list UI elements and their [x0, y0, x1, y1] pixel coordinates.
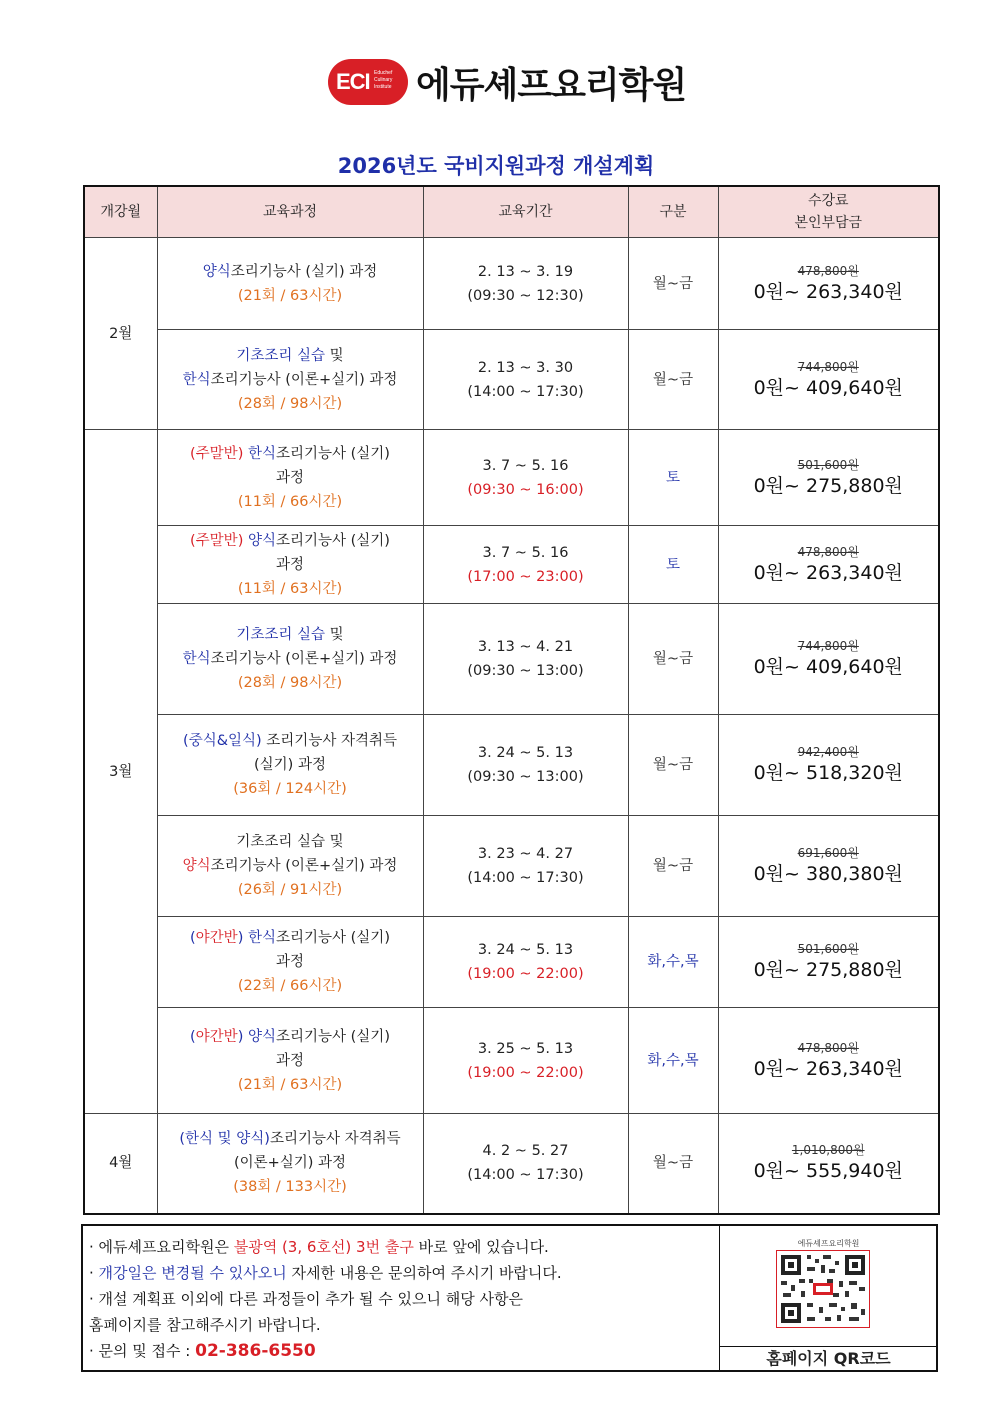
info-line-additional — [89, 1286, 709, 1312]
text-fragment: 양식 — [243, 1028, 276, 1045]
text-fragment: 자세한 내용은 문의하여 주시기 바랍니다. — [286, 1264, 562, 1282]
day-cell: 토 — [628, 430, 718, 526]
table-row — [84, 526, 939, 604]
table-row — [84, 430, 939, 526]
text-fragment: 야간반 — [195, 1028, 238, 1045]
text-fragment: (실기) 과정 — [254, 757, 326, 773]
course-name — [158, 1127, 423, 1151]
course-name-line2 — [158, 368, 423, 392]
logo-badge-subtext: Educhef Culinary Institute — [374, 70, 393, 90]
text-fragment: 조리기능사 (실기) — [275, 532, 390, 549]
text-fragment: ( — [190, 1028, 196, 1045]
course-name-line2 — [158, 950, 423, 974]
header-period: 교육기간 — [423, 186, 628, 238]
text-fragment: 한식 — [243, 445, 276, 462]
self-pay-fee: 0원~ 380,380원 — [753, 863, 903, 885]
course-name — [158, 529, 423, 553]
day-cell: 월~금 — [628, 238, 718, 330]
day-cell: 월~금 — [628, 816, 718, 917]
month-cell: 2월 — [84, 238, 157, 430]
table-row — [84, 1114, 939, 1214]
self-pay-fee: 0원~ 263,340원 — [753, 280, 903, 303]
qr-box — [719, 1226, 937, 1370]
text-fragment: 양식 — [243, 532, 276, 549]
table-row — [84, 1008, 939, 1114]
text-fragment: 과정 — [275, 556, 304, 573]
course-name-line2 — [158, 466, 423, 490]
fee-cell — [718, 604, 939, 715]
text-fragment: 한식 — [182, 651, 211, 667]
course-cell — [157, 604, 423, 715]
fee-cell — [718, 715, 939, 816]
course-dates: 3. 24 ~ 5. 13 — [477, 745, 574, 761]
self-pay-fee: 0원~ 263,340원 — [753, 561, 903, 584]
self-pay-fee: 0원~ 518,320원 — [753, 762, 903, 784]
course-hours: (11회 / 66시간) — [237, 493, 343, 510]
course-hours: (36회 / 124시간) — [233, 781, 347, 797]
course-schedule-table — [83, 185, 940, 1215]
header-type: 구분 — [628, 186, 718, 238]
self-pay-fee: 0원~ 275,880원 — [753, 474, 903, 497]
text-fragment: 기초조리 실습 — [236, 627, 326, 643]
logo-badge — [328, 59, 408, 105]
day-cell: 토 — [628, 526, 718, 604]
text-fragment: 과정 — [275, 1052, 304, 1069]
course-dates: 3. 25 ~ 5. 13 — [477, 1040, 574, 1057]
text-fragment: ) — [237, 930, 244, 946]
text-fragment: 개강일은 변경될 수 있사오니 — [98, 1264, 287, 1282]
original-fee: 691,600원 — [797, 846, 859, 860]
course-name — [158, 623, 423, 647]
qr-code-graphic — [777, 1251, 869, 1327]
period-cell — [423, 1114, 628, 1214]
day-cell: 월~금 — [628, 715, 718, 816]
table-row — [84, 238, 939, 330]
course-time: (09:30 ~ 13:00) — [467, 769, 584, 785]
text-fragment: 야간반 — [195, 930, 238, 946]
self-pay-fee: 0원~ 263,340원 — [753, 1057, 903, 1080]
course-name — [158, 926, 423, 950]
text-fragment: · — [89, 1264, 99, 1282]
info-box — [81, 1224, 938, 1372]
original-fee: 478,800원 — [797, 1040, 859, 1055]
course-time: (09:30 ~ 16:00) — [467, 481, 584, 498]
period-cell — [423, 526, 628, 604]
month-cell: 4월 — [84, 1114, 157, 1214]
course-dates: 3. 7 ~ 5. 16 — [482, 544, 569, 561]
text-fragment: 조리기능사 (실기) — [276, 1028, 390, 1045]
header-fee-line1: 수강료 — [807, 193, 849, 209]
original-fee: 1,010,800원 — [791, 1143, 865, 1158]
fee-cell — [718, 430, 939, 526]
text-fragment: 조리기능사 (이론+실기) 과정 — [210, 651, 398, 667]
fee-cell — [718, 917, 939, 1008]
course-time: (14:00 ~ 17:30) — [467, 870, 584, 886]
course-dates: 2. 13 ~ 3. 19 — [477, 263, 574, 280]
text-fragment: (주말반) — [190, 532, 244, 549]
self-pay-fee: 0원~ 409,640원 — [753, 376, 903, 399]
text-fragment: (이론+실기) 과정 — [233, 1155, 347, 1172]
course-time: (17:00 ~ 23:00) — [467, 568, 584, 585]
text-fragment: 홈페이지를 참고해주시기 바랍니다. — [89, 1316, 321, 1334]
info-line-contact — [89, 1338, 709, 1364]
table-row — [84, 715, 939, 816]
table-row — [84, 330, 939, 430]
course-cell — [157, 715, 423, 816]
text-fragment: 양식 — [202, 263, 231, 280]
info-line-location — [89, 1234, 709, 1260]
period-cell — [423, 816, 628, 917]
course-hours: (38회 / 133시간) — [233, 1179, 347, 1196]
table-row — [84, 604, 939, 715]
text-fragment: 기초조리 실습 및 — [236, 834, 344, 850]
text-fragment: 기초조리 실습 — [236, 347, 326, 364]
header-month: 개강월 — [84, 186, 157, 238]
text-fragment: 조리기능사 (실기) 과정 — [230, 263, 378, 280]
text-fragment: ) — [237, 1028, 244, 1045]
header-fee — [718, 186, 939, 238]
text-fragment: 조리기능사 자격취득 — [269, 1131, 401, 1148]
school-name: 에듀셰프요리학원 — [416, 64, 687, 106]
course-dates: 2. 13 ~ 3. 30 — [477, 359, 574, 376]
course-name-line2 — [158, 1151, 423, 1175]
text-fragment: 조리기능사 (실기) — [276, 930, 390, 946]
course-cell — [157, 430, 423, 526]
page-title: 2026년도 국비지원과정 개설계획 — [337, 154, 655, 178]
original-fee: 744,800원 — [797, 359, 859, 374]
course-name — [158, 830, 423, 854]
fee-cell — [718, 238, 939, 330]
qr-code[interactable] — [776, 1250, 870, 1328]
text-fragment: 조리기능사 (이론+실기) 과정 — [210, 371, 398, 388]
course-time: (14:00 ~ 17:30) — [467, 383, 584, 400]
course-name-line2 — [158, 553, 423, 577]
course-name — [158, 260, 423, 284]
course-dates: 3. 7 ~ 5. 16 — [482, 457, 569, 474]
course-hours: (22회 / 66시간) — [237, 978, 343, 994]
text-fragment: · 에듀셰프요리학원은 — [89, 1238, 234, 1256]
fee-cell — [718, 816, 939, 917]
table-row — [84, 917, 939, 1008]
text-fragment: 바로 앞에 있습니다. — [413, 1238, 549, 1256]
period-cell — [423, 1008, 628, 1114]
fee-cell — [718, 526, 939, 604]
course-time: (19:00 ~ 22:00) — [467, 1064, 584, 1081]
fee-cell — [718, 330, 939, 430]
course-cell — [157, 526, 423, 604]
course-hours: (21회 / 63시간) — [237, 287, 343, 304]
table-header-row — [84, 186, 939, 238]
contact-phone[interactable]: 02-386-6550 — [195, 1341, 316, 1361]
original-fee: 942,400원 — [797, 745, 859, 759]
original-fee: 501,600원 — [797, 942, 859, 956]
qr-caption: 에듀셰프요리학원 — [797, 1239, 860, 1248]
text-fragment: 한식 — [182, 371, 211, 388]
fee-cell — [718, 1114, 939, 1214]
course-dates: 3. 23 ~ 4. 27 — [477, 846, 574, 862]
course-cell — [157, 1008, 423, 1114]
course-time: (19:00 ~ 22:00) — [467, 966, 584, 982]
text-fragment: 조리기능사 자격취득 — [261, 733, 397, 749]
course-cell — [157, 330, 423, 430]
period-cell — [423, 430, 628, 526]
period-cell — [423, 604, 628, 715]
header-course: 교육과정 — [157, 186, 423, 238]
course-dates: 4. 2 ~ 5. 27 — [482, 1143, 569, 1160]
text-fragment: 양식 — [182, 858, 211, 874]
course-cell — [157, 816, 423, 917]
day-cell: 월~금 — [628, 604, 718, 715]
month-cell: 3월 — [84, 430, 157, 1114]
text-fragment: 조리기능사 (이론+실기) 과정 — [210, 858, 398, 874]
table-row — [84, 816, 939, 917]
text-fragment: 및 — [325, 627, 344, 643]
course-dates: 3. 24 ~ 5. 13 — [477, 942, 574, 958]
text-fragment: · 개설 계획표 이외에 다른 과정들이 추가 될 수 있으니 해당 사항은 — [89, 1290, 523, 1308]
course-cell — [157, 238, 423, 330]
text-fragment: 한식 — [243, 930, 276, 946]
text-fragment: 조리기능사 (실기) — [275, 445, 390, 462]
course-time: (14:00 ~ 17:30) — [467, 1167, 584, 1184]
period-cell — [423, 715, 628, 816]
text-fragment: 과정 — [275, 954, 304, 970]
self-pay-fee: 0원~ 555,940원 — [753, 1160, 903, 1183]
day-cell: 화,수,목 — [628, 1008, 718, 1114]
logo — [328, 58, 686, 106]
course-name-line2 — [158, 753, 423, 777]
self-pay-fee: 0원~ 409,640원 — [753, 656, 903, 678]
period-cell — [423, 917, 628, 1008]
course-name — [158, 442, 423, 466]
text-fragment: (주말반) — [190, 445, 244, 462]
period-cell — [423, 330, 628, 430]
text-fragment: (한식 및 양식) — [179, 1131, 270, 1148]
course-name-line2 — [158, 854, 423, 878]
text-fragment: (중식&일식) — [183, 733, 262, 749]
day-cell: 월~금 — [628, 330, 718, 430]
course-name-line2 — [158, 647, 423, 671]
logo-badge-text: ECI — [336, 69, 370, 94]
header-fee-line2: 본인부담금 — [794, 215, 863, 231]
text-fragment: 및 — [325, 347, 344, 364]
course-name — [158, 729, 423, 753]
course-cell — [157, 1114, 423, 1214]
self-pay-fee: 0원~ 275,880원 — [753, 959, 903, 981]
course-hours: (21회 / 63시간) — [237, 1076, 343, 1093]
original-fee: 744,800원 — [797, 639, 859, 653]
course-name — [158, 344, 423, 368]
course-dates: 3. 13 ~ 4. 21 — [477, 639, 574, 655]
course-name — [158, 1025, 423, 1049]
info-line-homepage — [89, 1312, 709, 1338]
course-hours: (28회 / 98시간) — [237, 395, 343, 412]
course-time: (09:30 ~ 12:30) — [467, 287, 584, 304]
course-name-line2 — [158, 1049, 423, 1073]
course-time: (09:30 ~ 13:00) — [467, 663, 584, 679]
qr-label: 홈페이지 QR코드 — [720, 1346, 937, 1371]
day-cell: 월~금 — [628, 1114, 718, 1214]
original-fee: 478,800원 — [797, 544, 859, 559]
period-cell — [423, 238, 628, 330]
info-line-notice — [89, 1260, 709, 1286]
text-fragment: ( — [190, 930, 196, 946]
course-hours: (28회 / 98시간) — [237, 675, 343, 691]
contact-label: · 문의 및 접수 : — [89, 1342, 196, 1360]
course-hours: (11회 / 63시간) — [237, 580, 343, 597]
text-fragment: 과정 — [275, 469, 304, 486]
original-fee: 478,800원 — [797, 263, 859, 278]
course-hours: (26회 / 91시간) — [237, 882, 343, 898]
fee-cell — [718, 1008, 939, 1114]
day-cell: 화,수,목 — [628, 917, 718, 1008]
info-text — [89, 1234, 709, 1364]
original-fee: 501,600원 — [797, 457, 859, 472]
course-cell — [157, 917, 423, 1008]
text-fragment: 불광역 (3, 6호선) 3번 출구 — [233, 1238, 414, 1256]
